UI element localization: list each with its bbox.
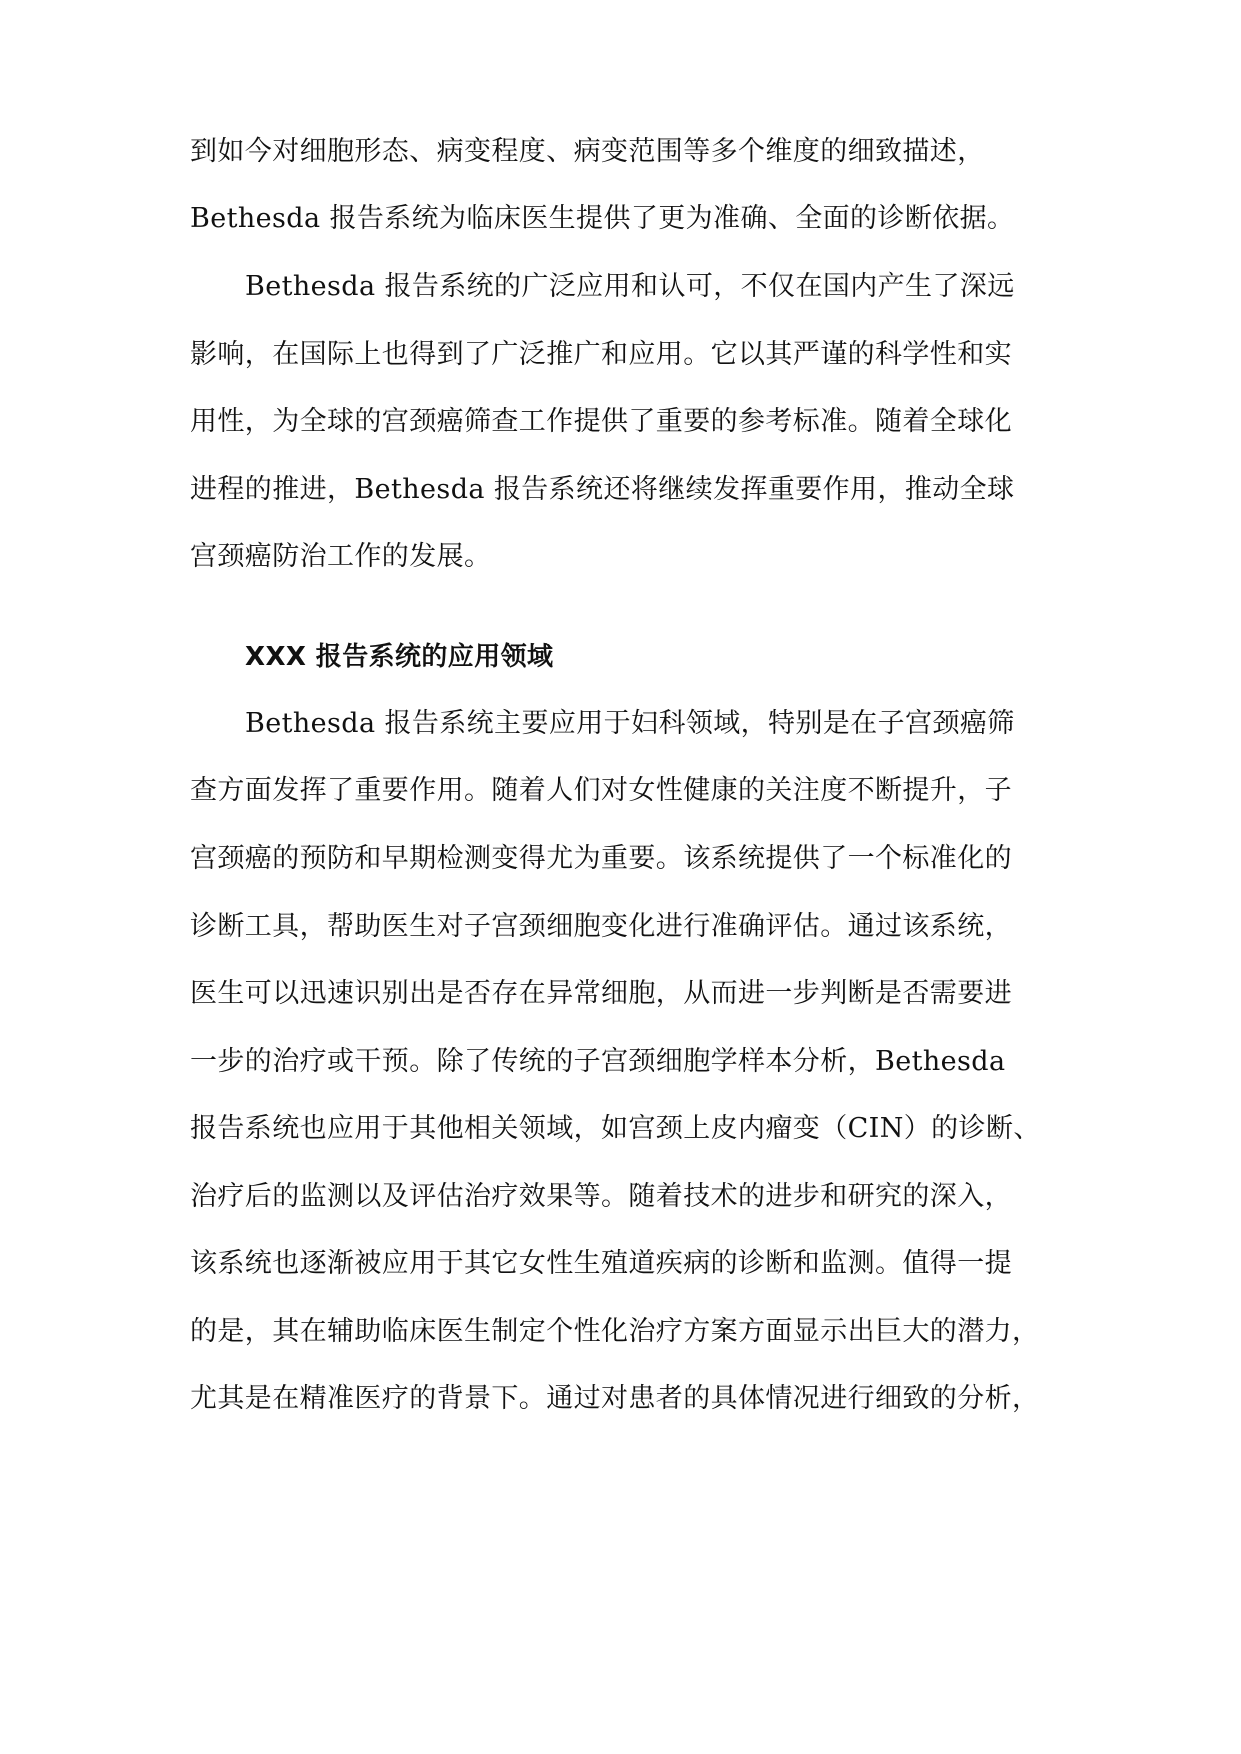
paragraph-2-line-2: 影响，在国际上也得到了广泛推广和应用。它以其严谨的科学性和实 bbox=[190, 339, 1012, 370]
paragraph-3-line-4: 诊断工具，帮助医生对子宫颈细胞变化进行准确评估。通过该系统， bbox=[190, 911, 1012, 942]
paragraph-3-line-10: 的是，其在辅助临床医生制定个性化治疗方案方面显示出巨大的潜力， bbox=[190, 1316, 1040, 1347]
paragraph-3-line-6: 一步的治疗或干预。除了传统的子宫颈细胞学样本分析，Bethesda bbox=[190, 1046, 1006, 1077]
paragraph-3-line-5: 医生可以迅速识别出是否存在异常细胞，从而进一步判断是否需要进 bbox=[190, 978, 1012, 1009]
paragraph-2-line-5: 宫颈癌防治工作的发展。 bbox=[190, 541, 492, 572]
paragraph-3-line-2: 查方面发挥了重要作用。随着人们对女性健康的关注度不断提升，子 bbox=[190, 775, 1012, 806]
paragraph-1-line-2: Bethesda 报告系统为临床医生提供了更为准确、全面的诊断依据。 bbox=[190, 203, 1015, 234]
paragraph-2-line-4: 进程的推进，Bethesda 报告系统还将继续发挥重要作用，推动全球 bbox=[190, 474, 1015, 505]
paragraph-3-line-7: 报告系统也应用于其他相关领域，如宫颈上皮内瘤变（CIN）的诊断、 bbox=[190, 1113, 1041, 1144]
paragraph-3-line-8: 治疗后的监测以及评估治疗效果等。随着技术的进步和研究的深入， bbox=[190, 1181, 1012, 1212]
paragraph-3-line-11: 尤其是在精准医疗的背景下。通过对患者的具体情况进行细致的分析， bbox=[190, 1383, 1040, 1414]
paragraph-1-line-1: 到如今对细胞形态、病变程度、病变范围等多个维度的细致描述， bbox=[190, 136, 985, 167]
paragraph-2-line-1: Bethesda 报告系统的广泛应用和认可，不仅在国内产生了深远 bbox=[245, 271, 1015, 302]
paragraph-3-line-3: 宫颈癌的预防和早期检测变得尤为重要。该系统提供了一个标准化的 bbox=[190, 843, 1012, 874]
paragraph-3-line-1: Bethesda 报告系统主要应用于妇科领域，特别是在子宫颈癌筛 bbox=[245, 708, 1015, 739]
paragraph-3-line-9: 该系统也逐渐被应用于其它女性生殖道疾病的诊断和监测。值得一提 bbox=[190, 1248, 1012, 1279]
paragraph-2-line-3: 用性，为全球的宫颈癌筛查工作提供了重要的参考标准。随着全球化 bbox=[190, 406, 1012, 437]
section-heading: XXX 报告系统的应用领域 bbox=[245, 642, 554, 672]
